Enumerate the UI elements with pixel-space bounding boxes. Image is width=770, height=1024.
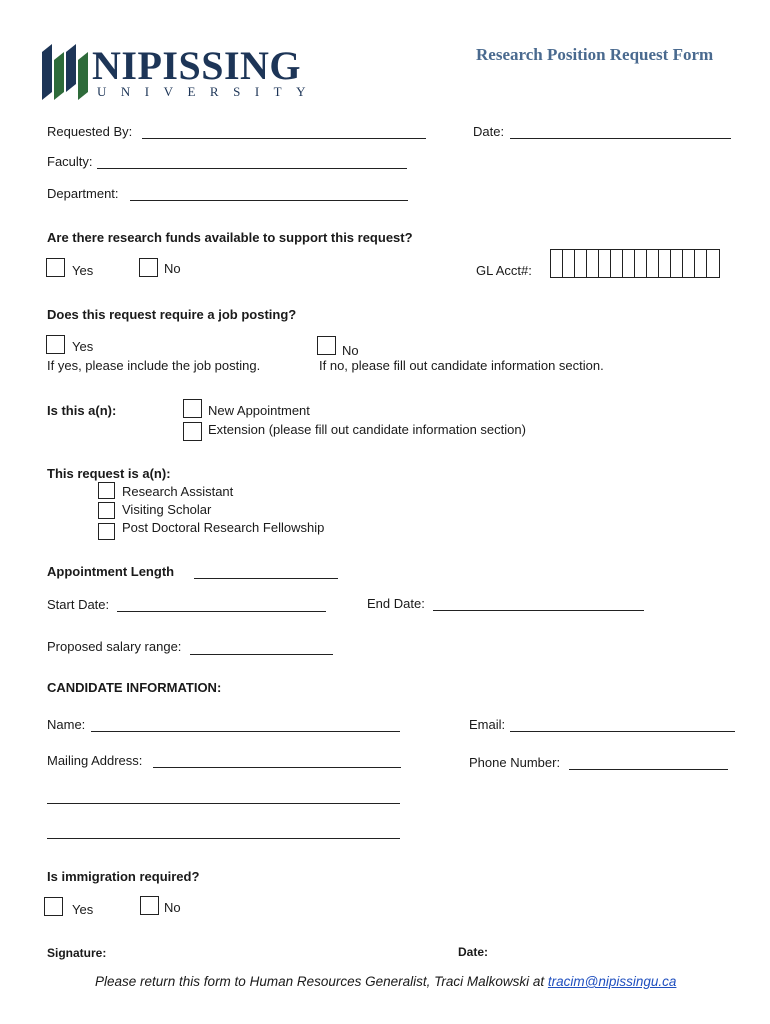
name-field[interactable] [91, 731, 400, 732]
phone-field[interactable] [569, 769, 728, 770]
name-label: Name: [47, 717, 86, 732]
department-field[interactable] [130, 200, 408, 201]
posting-question: Does this request require a job posting? [47, 307, 297, 322]
salary-field[interactable] [190, 654, 333, 655]
funds-no-label: No [164, 261, 181, 276]
faculty-label: Faculty: [47, 154, 93, 169]
department-label: Department: [47, 186, 119, 201]
form-title: Research Position Request Form [476, 45, 714, 64]
gl-acct-label: GL Acct#: [476, 263, 532, 278]
email-label: Email: [469, 717, 506, 732]
end-date-field[interactable] [433, 610, 644, 611]
signoff-date-label: Date: [458, 945, 489, 959]
university-logo [40, 40, 340, 102]
salary-label: Proposed salary range: [47, 639, 182, 654]
end-date-label: End Date: [367, 596, 425, 611]
immigration-yes-label: Yes [72, 902, 94, 917]
visiting-scholar-label: Visiting Scholar [122, 502, 212, 517]
date-label: Date: [473, 124, 505, 139]
postdoc-fellowship-label: Post Doctoral Research Fellowship [122, 520, 325, 535]
immigration-yes-checkbox[interactable] [44, 897, 63, 916]
postdoc-fellowship-checkbox[interactable] [98, 523, 115, 540]
address-label: Mailing Address: [47, 753, 143, 768]
posting-no-label: No [342, 343, 359, 358]
email-field[interactable] [510, 731, 735, 732]
funds-yes-checkbox[interactable] [46, 258, 65, 277]
logo-name: NIPISSING [92, 43, 302, 88]
footer-note [95, 974, 676, 989]
logo-sub: UNIVERSITY [97, 84, 320, 99]
research-assistant-label: Research Assistant [122, 484, 234, 499]
logo-mark-icon [40, 42, 90, 102]
extension-checkbox[interactable] [183, 422, 202, 441]
new-appointment-checkbox[interactable] [183, 399, 202, 418]
immigration-no-checkbox[interactable] [140, 896, 159, 915]
visiting-scholar-checkbox[interactable] [98, 502, 115, 519]
address-field-3[interactable] [47, 838, 400, 839]
faculty-field[interactable] [97, 168, 407, 169]
candidate-heading: CANDIDATE INFORMATION: [47, 680, 222, 695]
gl-acct-field[interactable] [550, 249, 720, 278]
address-field-2[interactable] [47, 803, 400, 804]
funds-no-checkbox[interactable] [139, 258, 158, 277]
date-field[interactable] [510, 138, 731, 139]
research-assistant-checkbox[interactable] [98, 482, 115, 499]
immigration-no-label: No [164, 900, 181, 915]
requested-by-label: Requested By: [47, 124, 133, 139]
footer-email-link[interactable]: tracim@nipissingu.ca [547, 974, 677, 989]
signature-label: Signature: [47, 946, 107, 960]
immigration-question: Is immigration required? [47, 869, 200, 884]
phone-label: Phone Number: [469, 755, 561, 770]
appointment-label: Is this a(n): [47, 403, 117, 418]
address-field-1[interactable] [153, 767, 401, 768]
request-type-label: This request is a(n): [47, 466, 171, 481]
new-appointment-label: New Appointment [208, 403, 310, 418]
posting-no-note: If no, please fill out candidate information section. [319, 358, 604, 373]
funds-question: Are there research funds available to support this request? [47, 230, 413, 245]
posting-no-checkbox[interactable] [317, 336, 336, 355]
footer-text: Please return this form to Human Resources Generalist, Traci Malkowski at [95, 974, 548, 989]
start-date-field[interactable] [117, 611, 326, 612]
posting-yes-label: Yes [72, 339, 94, 354]
posting-yes-note: If yes, please include the job posting. [47, 358, 261, 373]
requested-by-field[interactable] [142, 138, 426, 139]
start-date-label: Start Date: [47, 597, 110, 612]
extension-label: Extension (please fill out candidate information section) [208, 422, 526, 437]
posting-yes-checkbox[interactable] [46, 335, 65, 354]
appointment-length-field[interactable] [194, 578, 338, 579]
funds-yes-label: Yes [72, 263, 94, 278]
appointment-length-label: Appointment Length [47, 564, 175, 579]
